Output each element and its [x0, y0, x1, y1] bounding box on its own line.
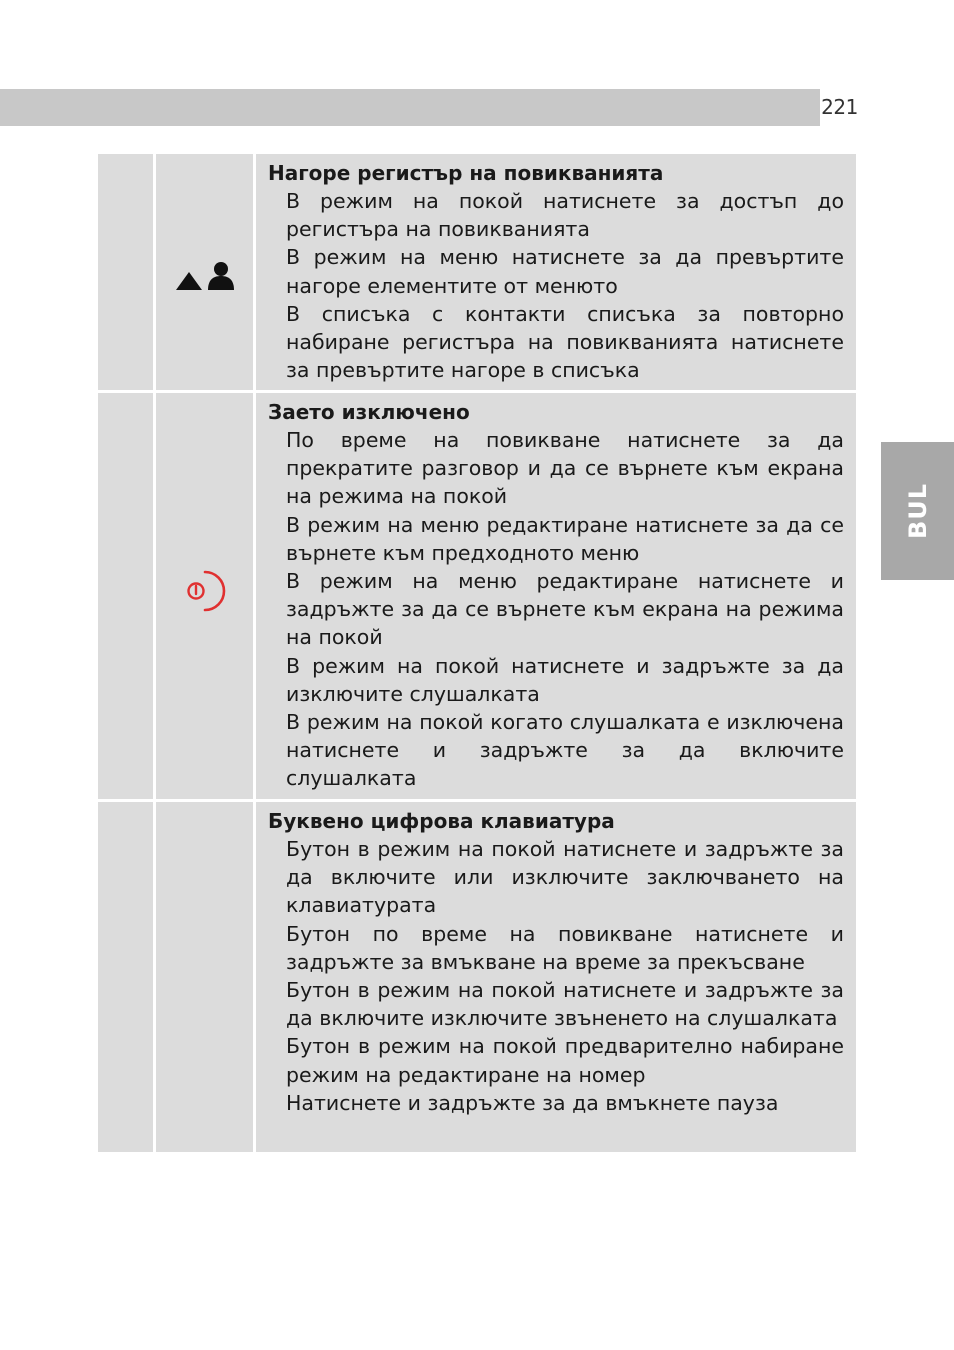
description-cell	[256, 393, 856, 799]
triangle-up-icon	[175, 271, 203, 291]
list-item: По време на повикване натиснете за да прекратите разговор и да се върнете към екрана на режима на покой	[286, 428, 844, 509]
blank-cell	[98, 393, 153, 799]
list-item: В режим на покой когато слушалката е изключена натиснете и задръжте за да включите слушалката	[286, 710, 844, 791]
list-item: В режим на меню редактиране натиснете за да се върнете към предходното меню	[286, 512, 844, 565]
table-row	[98, 393, 856, 799]
list-item: Натиснете и задръжте за да вмъкнете пауза	[286, 1090, 779, 1115]
list-item: Бутон по време на повикване натиснете и задръжте за вмъкване на време за прекъсване	[286, 921, 844, 974]
list-item: Бутон в режим на покой предварително набиране режим на редактиране на номер	[286, 1034, 844, 1087]
list-item: Бутон в режим на покой натиснете и задръжте за да включите или изключите заключването на клавиатурата	[286, 837, 844, 918]
list-item: В списъка с контакти списъка за повторно набиране регистъра на повикванията натиснете за превъртите нагоре в списъка	[286, 301, 844, 383]
page-number: 221	[821, 95, 858, 119]
icon-cell	[156, 393, 253, 799]
table-row	[98, 154, 856, 390]
description-cell	[256, 154, 856, 390]
language-tab	[881, 442, 954, 580]
row-title: Нагоре регистър на повикванията	[268, 161, 664, 185]
list-item: В режим на меню натиснете за да превъртите нагоре елементите от менюто	[286, 245, 844, 298]
blank-cell	[98, 802, 153, 1152]
list-item: В режим на покой натиснете за достъп до регистъра на повикванията	[286, 189, 844, 242]
header-bar	[0, 89, 820, 126]
blank-cell	[98, 154, 153, 390]
list-item: Бутон в режим на покой натиснете и задръжте за да включите изключите звъненето на слушалката	[286, 978, 844, 1031]
contacts-icon	[207, 261, 235, 291]
icon-cell	[156, 802, 253, 1152]
row-title: Буквено цифрова клавиатура	[268, 809, 615, 833]
language-tab-label: BUL	[903, 482, 932, 540]
power-off-icon	[183, 567, 227, 615]
list-item: В режим на меню редактиране натиснете и задръжте за да се върнете към екрана на режима на покой	[286, 569, 844, 650]
row-title: Заето изключено	[268, 400, 470, 424]
list-item: В режим на покой натиснете и задръжте за да изключите слушалката	[286, 653, 844, 706]
triangle-up-and-contacts-icon	[175, 261, 235, 291]
icon-cell	[156, 154, 253, 390]
key-function-table	[98, 154, 856, 1155]
description-cell	[256, 802, 856, 1152]
table-row	[98, 802, 856, 1152]
